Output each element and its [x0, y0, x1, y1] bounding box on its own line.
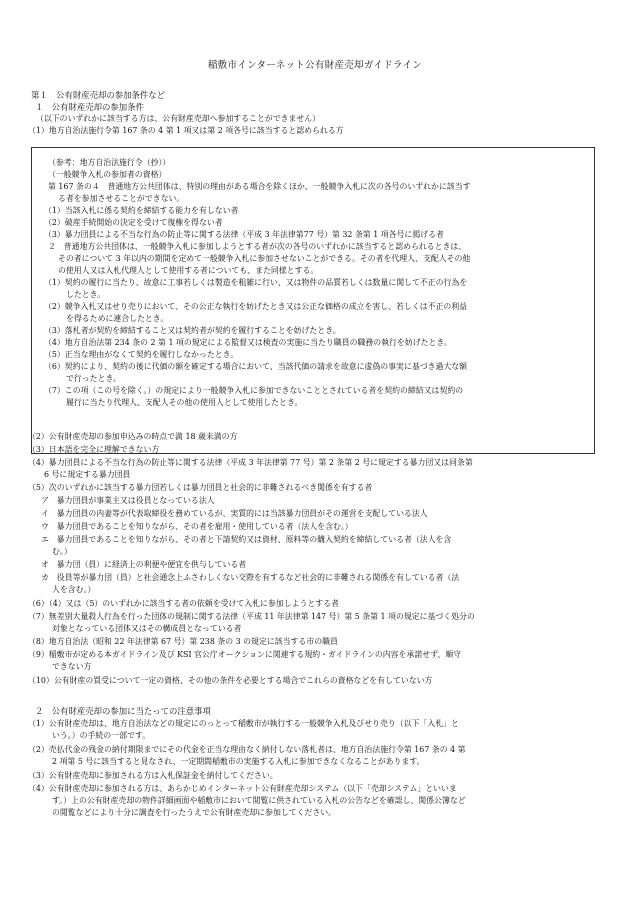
box-line: る者を参加させることができない。 [58, 194, 185, 203]
condition-item-cont: できない方 [52, 662, 92, 671]
page-title: 稲敷市インターネット公有財産売却ガイドライン [207, 60, 423, 71]
condition-item: （9）稲敷市が定める本ガイドライン及び KSI 官公庁オークションに関連する規約・ガイドラインの内容を承諾せず、順守 [28, 650, 462, 659]
notice-item: （2）売払代金の残金の納付期限までにその代金を正当な理由なく納付しない落札者は、地方自治法施行令第 167 条の 4 第 [28, 745, 466, 754]
box-line: その者について 3 年以内の期間を定めて一般競争入札に参加させないことができる。その者を代理人、支配人その他 [58, 254, 471, 263]
box-line: 履行に当たり代理人、支配人その他の使用人として使用したとき。 [66, 398, 303, 407]
box-line: （4）地方自治法第 234 条の 2 第 1 項の規定による監督又は検査の実施に当たり職員の職務の執行を妨げたとき。 [44, 338, 452, 347]
box-line: で行ったとき。 [66, 374, 121, 383]
notice-item-cont: す。）上の公有財産売却の物件詳細画面や稲敷市において閲覧に供されている入札の公告などを確認し、関係公簿など [52, 796, 466, 805]
box-line: （6）契約により、契約の後に代価の額を確定する場合において、当該代価の請求を故意に虚偽の事実に基づき過大な額 [44, 362, 468, 371]
notice-item-cont: 2 項第 5 号に該当すると見なされ、一定期間稲敷市の実施する入札に参加できなくなることがあります。 [52, 757, 425, 766]
box-line: 第 167 条の４ 普通地方公共団体は、特別の理由がある場合を除くほか、一般競争入札に次の各号のいずれかに該当す [48, 182, 471, 191]
condition-item-cont: 6 号に規定する暴力団員 [44, 470, 131, 479]
condition-item: （3）日本語を完全に理解できない方 [28, 445, 160, 454]
condition-item: （6）（4）又は（5）のいずれかに該当する者の依頼を受けて入札に参加しようとする者 [28, 599, 339, 608]
box-line: したとき。 [66, 290, 106, 299]
sub-item-cont: む。） [52, 547, 72, 556]
box-line: （2）破産手続開始の決定を受けて復権を得ない者 [44, 218, 223, 227]
box-line: （参考：地方自治法施行令（抄）） [48, 158, 171, 167]
sub-item: イ 暴力団員の内妻等が代表取締役を務めているが、実質的には当該暴力団員がその運営を支配している法人 [41, 509, 428, 518]
box-line: （1）当該入札に係る契約を締結する能力を有しない者 [44, 206, 239, 215]
sub-item: ア 暴力団員が事業主又は役員となっている法人 [41, 496, 215, 505]
sub-item: オ 暴力団（員）に経済上の利便や便宜を供与している者 [41, 560, 247, 569]
notice-item: （3）公有財産売却に参加される方は入札保証金を納付してください。 [28, 771, 278, 780]
box-line: （2）競争入札又はせり売りにおいて、その公正な執行を妨げたとき又は公正な価格の成立を害し、若しくは不正の利益 [44, 302, 468, 311]
box-line: （1）契約の履行に当たり、故意に工事若しくは製造を粗雑に行い、又は物件の品質若しくは数量に関して不正の行為を [44, 278, 468, 287]
box-line: の使用人又は入札代理人として使用する者についても、また同様とする。 [58, 266, 319, 275]
chapter-heading: 第１ 公有財産売却の参加条件など [31, 90, 165, 100]
condition-item: （8）地方自治法（昭和 22 年法律第 67 号）第 238 条の 3 の規定に該当する市の職員 [28, 637, 338, 646]
notice-item: （4）公有財産売却に参加される方は、あらかじめインターネット公有財産売却システム（以下「売却システム」といいま [28, 784, 457, 793]
box-line: ２ 普通地方公共団体は、一般競争入札に参加しようとする者が次の各号のいずれかに該当すると認められるときは、 [48, 242, 467, 251]
box-line: （3）暴力団員による不当な行為の防止等に関する法律（平成 3 年法律第77 号）第 32 条第 1 項各号に掲げる者 [44, 230, 444, 239]
sub-item-cont: 人を含む。） [52, 585, 96, 594]
box-line: （一般競争入札の参加者の資格） [48, 170, 167, 179]
condition-item-1: （1）地方自治法施行令第 167 条の 4 第 1 項又は第 2 項各号に該当すると認められる方 [28, 126, 344, 135]
sub-item: エ 暴力団員であることを知りながら、その者と下請契約又は資材、原料等の購入契約を締結している者（法人を含 [41, 535, 452, 544]
sub-item: ウ 暴力団員であることを知りながら、その者を雇用・使用している者（法人を含む。） [41, 522, 353, 531]
condition-item-cont: 対象となっている団体又はその構成員となっている者 [52, 624, 242, 633]
condition-item: （5）次のいずれかに該当する暴力団若しくは暴力団員と社会的に非難されるべき関係を有する者 [28, 483, 373, 492]
condition-item: （7）無差別大量殺人行為を行った団体の規制に関する法律（平成 11 年法律第 147 号）第 5 条第 1 項の規定に基づく処分の [28, 612, 475, 621]
box-line: （5）正当な理由がなくて契約を履行しなかったとき。 [44, 350, 239, 359]
box-line: （3）落札者が契約を締結すること又は契約者が契約を履行することを妨げたとき。 [44, 326, 341, 335]
condition-item: （2）公有財産売却の参加申込みの時点で満 18 歳未満の方 [28, 432, 238, 441]
notice-item-cont: いう。）の手続の一部です。 [52, 731, 150, 740]
condition-item: （4）暴力団員による不当な行為の防止等に関する法律（平成 3 年法律第 77 号）第 2 条第 2 号に規定する暴力団又は同条第 [28, 458, 473, 467]
section-heading-2: ２ 公有財産売却の参加に当たっての注意事項 [35, 706, 211, 716]
box-line: （7）この項（この号を除く。）の規定により一般競争入札に参加できないこととされている者を契約の締結又は契約の [44, 386, 464, 395]
notice-item: （1）公有財産売却は、地方自治法などの規定にのっとって稲敷市が執行する一般競争入札及びせり売り（以下「入札」と [28, 719, 459, 728]
sub-item: カ 役員等が暴力団（員）と社会通念上ふさわしくない交際を有するなど社会的に非難される関係を有している者（法 [41, 573, 460, 582]
condition-item: （10）公有財産の買受について一定の資格、その他の条件を必要とする場合でこれらの資格などを有していない方 [28, 676, 433, 685]
box-line: を得るために連合したとき。 [66, 314, 169, 323]
section-note: （以下のいずれかに該当する方は、公有財産売却へ参加することができません） [36, 114, 321, 123]
section-heading: １ 公有財産売却の参加条件 [35, 102, 144, 112]
notice-item-cont: の閲覧などにより十分に調査を行ったうえで公有財産売却に参加してください。 [52, 808, 337, 817]
